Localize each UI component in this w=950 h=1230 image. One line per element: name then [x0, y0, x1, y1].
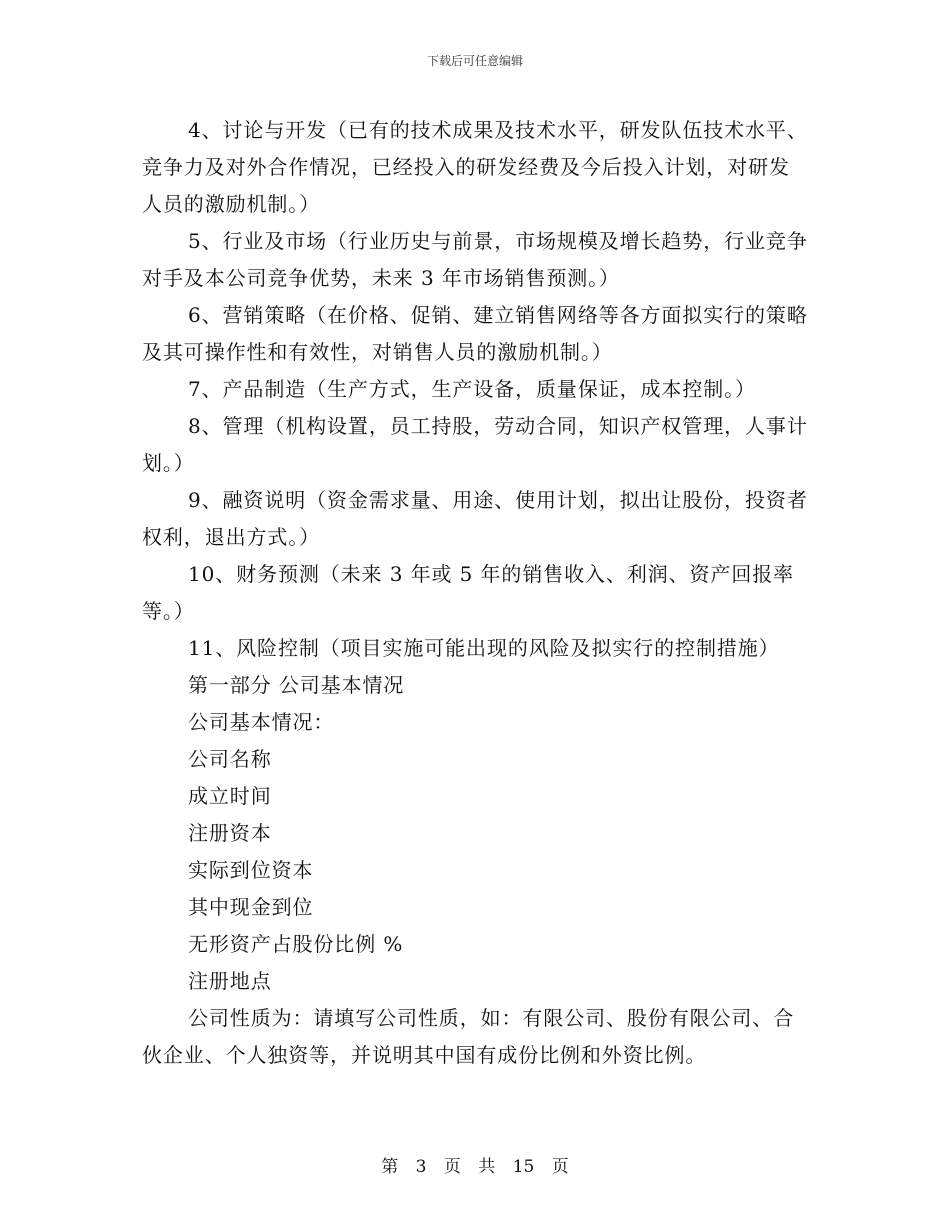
page-header: 下载后可任意编辑 — [426, 54, 523, 68]
field-cash-in-place: 其中现金到位 — [188, 895, 314, 919]
footer-suffix: 页 — [551, 1157, 569, 1177]
document-body — [142, 112, 810, 1074]
field-registered-capital: 注册资本 — [188, 821, 272, 845]
footer-total-pages: 15 — [512, 1157, 535, 1177]
item-management: 8、管理（机构设置，员工持股，劳动合同，知识产权管理，人事计划。） — [142, 414, 808, 475]
item-financing: 9、融资说明（资金需求量、用途、使用计划，拟出让股份，投资者权利，退出方式。） — [142, 488, 808, 549]
item-research: 4、讨论与开发（已有的技术成果及技术水平，研发队伍技术水平、竞争力及对外合作情况，已经投入的研发经费及今后投入计划，对研发人员的激励机制。） — [142, 118, 808, 216]
item-manufacturing: 7、产品制造（生产方式，生产设备，质量保证，成本控制。） — [188, 377, 756, 401]
field-intangible-ratio: 无形资产占股份比例 % — [188, 932, 404, 956]
section-intro: 公司基本情况： — [188, 710, 335, 734]
item-market: 5、行业及市场（行业历史与前景，市场规模及增长趋势，行业竞争对手及本公司竞争优势，未来 3 年市场销售预测。） — [142, 229, 808, 290]
footer-total-word: 共 — [478, 1157, 496, 1177]
field-company-name: 公司名称 — [188, 747, 272, 771]
item-risk-control: 11、风险控制（项目实施可能出现的风险及拟实行的控制措施） — [188, 636, 780, 660]
page-footer — [0, 1152, 950, 1177]
footer-page-word: 页 — [443, 1157, 461, 1177]
footer-prefix: 第 — [381, 1157, 399, 1177]
item-marketing: 6、营销策略（在价格、促销、建立销售网络等各方面拟实行的策略及其可操作性和有效性，对销售人员的激励机制。） — [142, 303, 808, 364]
footer-page-number: 3 — [415, 1157, 427, 1177]
company-nature: 公司性质为：请填写公司性质，如：有限公司、股份有限公司、合伙企业、个人独资等，并说明其中国有成份比例和外资比例。 — [142, 1006, 795, 1067]
field-registered-address: 注册地点 — [188, 969, 272, 993]
section-title: 第一部分 公司基本情况 — [188, 673, 405, 697]
field-founded-time: 成立时间 — [188, 784, 272, 808]
item-financial-forecast: 10、财务预测（未来 3 年或 5 年的销售收入、利润、资产回报率等。） — [142, 562, 795, 623]
field-paid-in-capital: 实际到位资本 — [188, 858, 314, 882]
